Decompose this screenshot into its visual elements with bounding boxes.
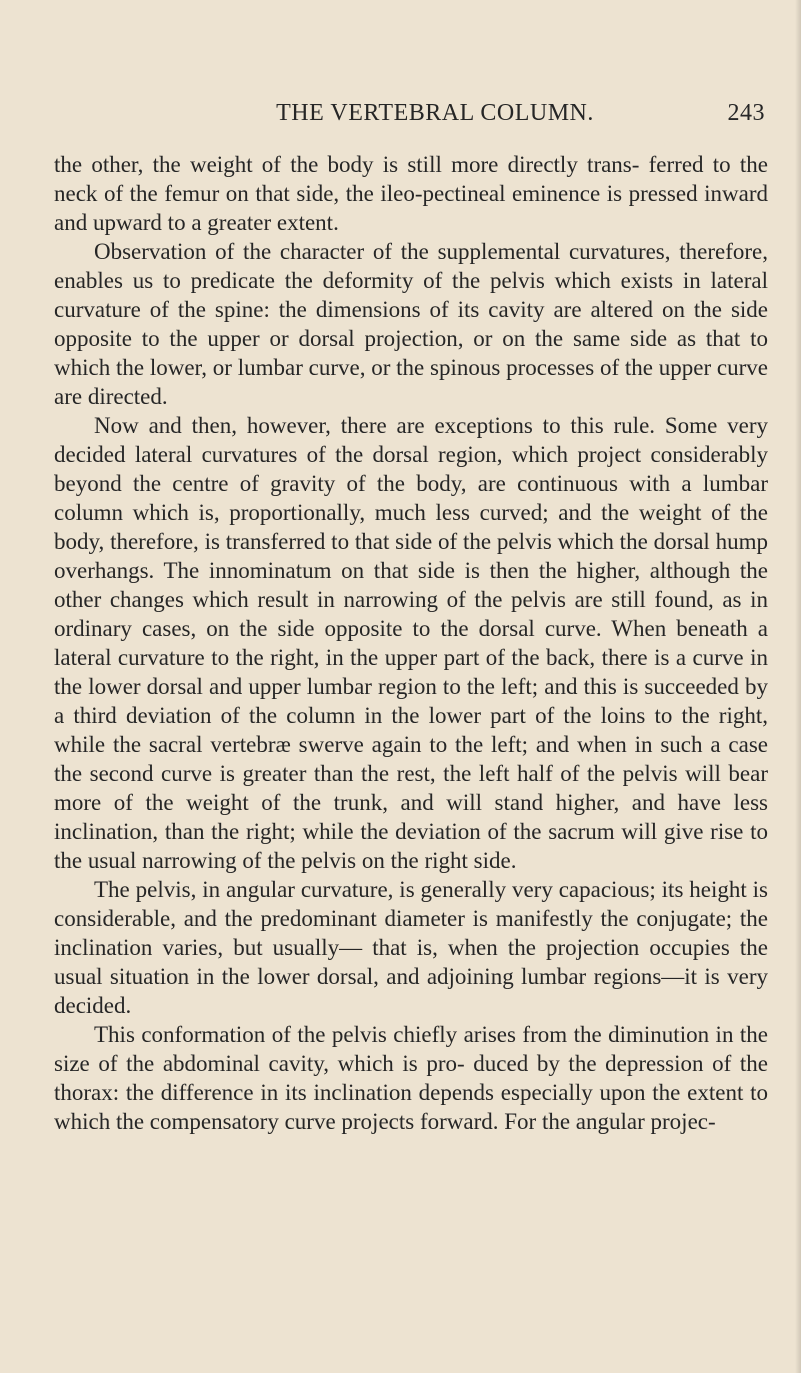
paragraph: Now and then, however, there are exceptions to this rule. Some very decided lateral curvatures of the dorsal region, which project considerably beyond the centre of gravity of the body, are continuous with a lumbar column which is, proportionally, much less curved; and the weight of the body, therefore, is transferred to that side of the pelvis which the dorsal hump overhangs. The innominatum on that side is then the higher, although the other changes which result in narrowing of the pelvis are still found, as in ordinary cases, on the side opposite to the dorsal curve. When beneath a lateral curvature to the right, in the upper part of the back, there is a curve in the lower dorsal and upper lumbar region to the left; and this is succeeded by a third deviation of the column in the lower part of the loins to the right, while the sacral vertebræ swerve again to the left; and when in such a case the second curve is greater than the rest, the left half of the pelvis will bear more of the weight of the trunk, and will stand higher, and have less inclination, than the right; while the deviation of the sacrum will give rise to the usual narrowing of the pelvis on the right side. [54,413,768,873]
body-text [54,150,768,1136]
running-title: THE VERTEBRAL COLUMN. [276,100,594,126]
page-number: 243 [727,100,765,126]
paragraph: This conformation of the pelvis chiefly arises from the diminution in the size of the abdominal cavity, which is pro- duced by the depression of the thorax: the difference in its inclination depends especially upon the extent to which the compensatory curve projects forward. For the angular projec- [54,1022,768,1134]
running-head [105,100,765,140]
page-edge-shadow [795,0,801,1373]
paragraph: the other, the weight of the body is still more directly trans- ferred to the neck of the femur on that side, the ileo-pectineal eminence is pressed inward and upward to a greater extent. [54,152,768,235]
paragraph: The pelvis, in angular curvature, is generally very capacious; its height is considerable, and the predominant diameter is manifestly the conjugate; the inclination varies, but usually— that is, when the projection occupies the usual situation in the lower dorsal, and adjoining lumbar regions—it is very decided. [54,877,768,1018]
paragraph: Observation of the character of the supplemental curvatures, therefore, enables us to predicate the deformity of the pelvis which exists in lateral curvature of the spine: the dimensions of its cavity are altered on the side opposite to the upper or dorsal projection, or on the same side as that to which the lower, or lumbar curve, or the spinous processes of the upper curve are directed. [54,239,768,409]
